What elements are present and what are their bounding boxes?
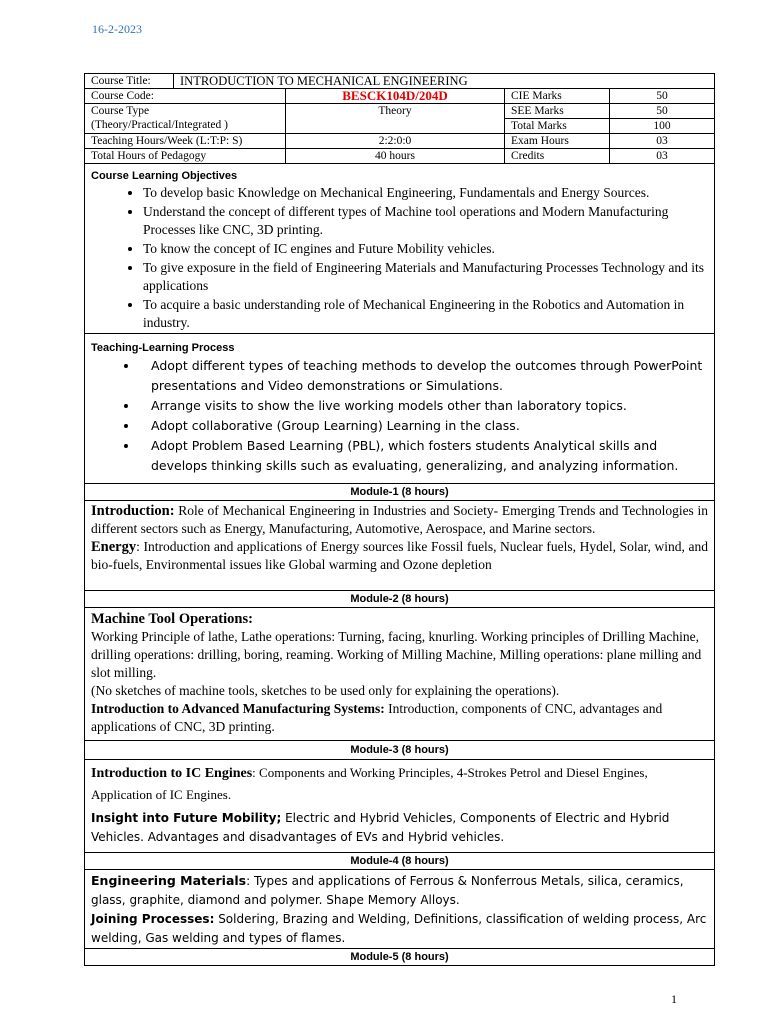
- total-marks-label: Total Marks: [505, 119, 610, 134]
- row-module-3-heading: [85, 741, 715, 760]
- teaching-learning-title: Teaching-Learning Process: [91, 342, 235, 354]
- module-1-heading: Module-1 (8 hours): [85, 484, 715, 501]
- list-item: • To know the concept of IC engines and Future Mobility vehicles.: [143, 240, 708, 258]
- row-module-2-heading: [85, 591, 715, 608]
- m3-fm-text: Electric and Hybrid Vehicles, Components of Electric and Hybrid Vehicles. Advantages and disadvantages of EVs and Hybrid vehicles.: [91, 811, 670, 844]
- pedagogy-hours-label: Total Hours of Pedagogy: [85, 149, 286, 164]
- row-teaching-hours: [85, 134, 715, 149]
- course-title-value: INTRODUCTION TO MECHANICAL ENGINEERING: [174, 74, 715, 89]
- m4-jp-text: Soldering, Brazing and Welding, Definitions, classification of welding process, Arc welding, Gas welding and types of flames.: [91, 912, 707, 945]
- course-type-value: Theory: [286, 104, 505, 134]
- see-marks-value: 50: [610, 104, 715, 119]
- cie-marks-label: CIE Marks: [505, 89, 610, 104]
- row-course-code: [85, 89, 715, 104]
- m1-intro-text: Role of Mechanical Engineering in Industries and Society- Emerging Trends and Technologies in different sectors such as Energy, Manufacturing, Automotive, Aerospace, and Marine sectors.: [91, 503, 709, 536]
- m2-mto-label: Machine Tool Operations:: [91, 611, 253, 627]
- list-item: • Adopt collaborative (Group Learning) Learning in the class.: [139, 416, 708, 436]
- m1-energy-label: Energy: [91, 539, 137, 555]
- m2-note: (No sketches of machine tools, sketches to be used only for explaining the operations).: [91, 683, 560, 698]
- pedagogy-hours-value: 40 hours: [286, 149, 505, 164]
- course-title-label: Course Title:: [85, 74, 174, 89]
- total-marks-value: 100: [610, 119, 715, 134]
- exam-hours-label: Exam Hours: [505, 134, 610, 149]
- credits-label: Credits: [505, 149, 610, 164]
- list-item: • Adopt Problem Based Learning (PBL), which fosters students Analytical skills and develops thinking skills such as evaluating, generalizing, and analyzing information.: [139, 436, 708, 476]
- teaching-hours-label: Teaching Hours/Week (L:T:P: S): [85, 134, 286, 149]
- m4-jp-label: Joining Processes:: [91, 912, 215, 926]
- credits-value: 03: [610, 149, 715, 164]
- m3-ic-text: : Components and Working Principles, 4-Strokes Petrol and Diesel Engines, Application of IC Engines.: [91, 765, 648, 802]
- row-teaching-learning: [85, 334, 715, 484]
- objectives-title: Course Learning Objectives: [91, 170, 238, 182]
- syllabus-table: [84, 73, 715, 966]
- page-number: 1: [671, 992, 677, 1006]
- row-course-type: [85, 104, 715, 119]
- m3-ic-label: Introduction to IC Engines: [91, 766, 253, 781]
- teaching-hours-value: 2:2:0:0: [286, 134, 505, 149]
- row-course-title: [85, 74, 715, 89]
- module-1-body: [85, 501, 715, 591]
- course-code-value: BESCK104D/204D: [286, 89, 505, 104]
- module-2-body: [85, 608, 715, 741]
- teaching-learning-list: [91, 356, 708, 476]
- list-item: • To develop basic Knowledge on Mechanical Engineering, Fundamentals and Energy Sources.: [143, 184, 708, 202]
- m2-ams-text: Introduction, components of CNC, advantages and applications of CNC, 3D printing.: [91, 701, 663, 734]
- cie-marks-value: 50: [610, 89, 715, 104]
- m2-mto-text: Working Principle of lathe, Lathe operations: Turning, facing, knurling. Working principles of Drilling Machine, drilling operations: drilling, boring, reaming. Working of Milling Machine, Milling operations: plane milling and slot milling.: [91, 629, 702, 680]
- course-type-label: Course Type (Theory/Practical/Integrated ): [85, 104, 286, 134]
- list-item: • To acquire a basic understanding role of Mechanical Engineering in the Robotics and Automation in industry.: [143, 296, 708, 332]
- module-4-heading: Module-4 (8 hours): [85, 853, 715, 870]
- list-item: • To give exposure in the field of Engineering Materials and Manufacturing Processes Technology and its applications: [143, 259, 708, 295]
- m1-intro-label: Introduction:: [91, 503, 175, 519]
- row-module-1-body: [85, 501, 715, 591]
- module-3-body: [85, 760, 715, 853]
- row-module-3-body: [85, 760, 715, 853]
- exam-hours-value: 03: [610, 134, 715, 149]
- row-module-1-heading: [85, 484, 715, 501]
- course-code-label: Course Code:: [85, 89, 286, 104]
- objectives-list: [91, 184, 708, 332]
- row-module-2-body: [85, 608, 715, 741]
- see-marks-label: SEE Marks: [505, 104, 610, 119]
- document-date: 16-2-2023: [92, 22, 142, 36]
- row-pedagogy-hours: [85, 149, 715, 164]
- row-module-4-heading: [85, 853, 715, 870]
- list-item: • Adopt different types of teaching methods to develop the outcomes through PowerPoint presentations and Video demonstrations or Simulations.: [139, 356, 708, 396]
- row-module-5-heading: [85, 949, 715, 966]
- m3-fm-label: Insight into Future Mobility;: [91, 811, 282, 825]
- row-objectives: [85, 164, 715, 334]
- m1-energy-text: : Introduction and applications of Energy sources like Fossil fuels, Nuclear fuels, Hydel, Solar, wind, and bio-fuels, Environmental issues like Global warming and Ozone depletion: [91, 539, 709, 572]
- row-module-4-body: [85, 870, 715, 949]
- module-5-heading: Module-5 (8 hours): [85, 949, 715, 966]
- module-3-heading: Module-3 (8 hours): [85, 741, 715, 760]
- list-item: • Arrange visits to show the live working models other than laboratory topics.: [139, 396, 708, 416]
- m2-ams-label: Introduction to Advanced Manufacturing Systems:: [91, 701, 385, 716]
- module-4-body: [85, 870, 715, 949]
- objectives-cell: [85, 164, 715, 334]
- module-2-heading: Module-2 (8 hours): [85, 591, 715, 608]
- m4-em-label: Engineering Materials: [91, 873, 247, 888]
- m4-em-text: : Types and applications of Ferrous & Nonferrous Metals, silica, ceramics, glass, graphite, diamond and polymer. Shape Memory Alloys.: [91, 874, 684, 907]
- teaching-learning-cell: [85, 334, 715, 484]
- list-item: • Understand the concept of different types of Machine tool operations and Modern Manufacturing Processes like CNC, 3D printing.: [143, 203, 708, 239]
